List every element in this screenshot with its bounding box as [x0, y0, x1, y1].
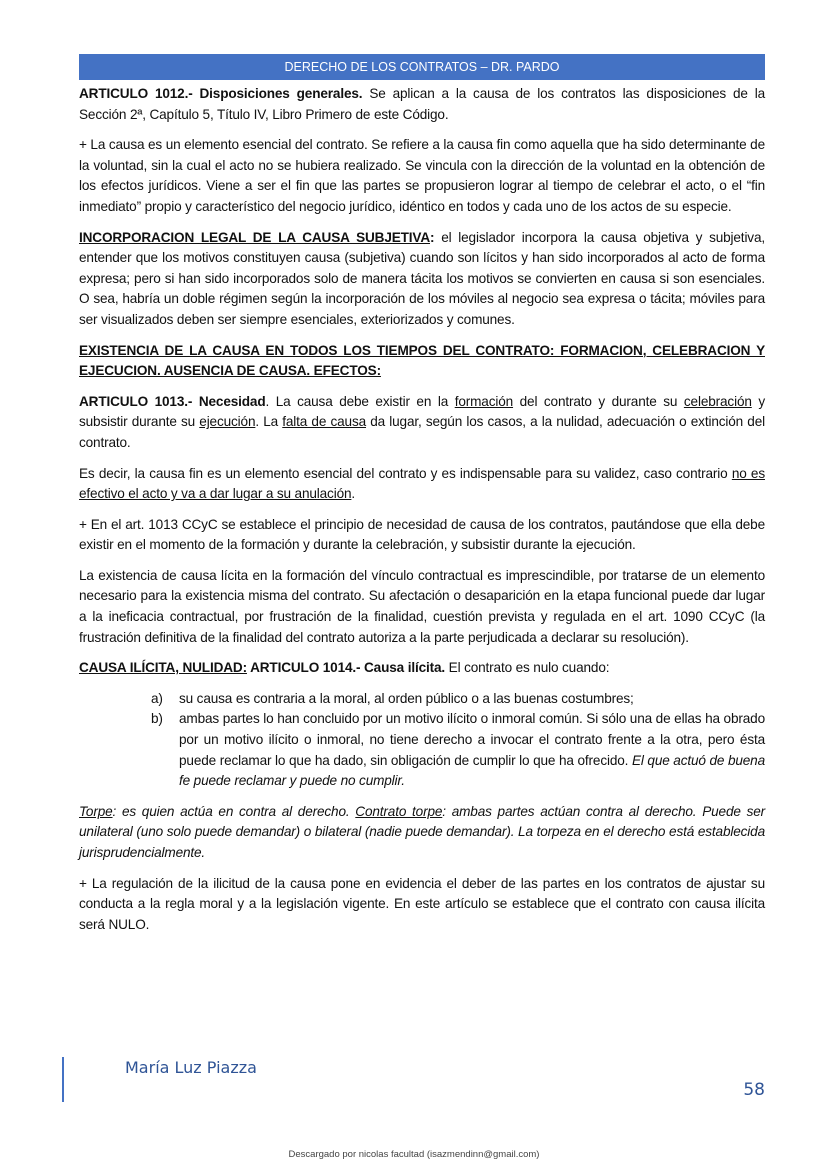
- footer-author: María Luz Piazza: [125, 1058, 257, 1077]
- text-segment: ARTICULO 1013.- Necesidad: [79, 393, 266, 409]
- text-segment: . La: [255, 414, 283, 430]
- text-segment: + La regulación de la ilicitud de la causa pone en evidencia el deber de las partes en los contratos de ajustar su conducta a la regla moral y a la legislación vigente. En este artículo se establece que el contrato con causa ilícita será NULO.: [79, 875, 765, 932]
- text-segment: EXISTENCIA DE LA CAUSA EN TODOS LOS TIEMPOS DEL CONTRATO: FORMACION, CELEBRACION Y EJECUCION. AUSENCIA DE CAUSA. EFECTOS:: [79, 342, 765, 379]
- text-segment: su causa es contraria a la moral, al orden público o a las buenas costumbres;: [179, 690, 634, 706]
- text-segment: : ambas partes actúan contra al derecho. Puede ser unilateral (uno solo puede demandar) o bilateral (nadie puede demandar). La torpeza en el derecho está establecida jurisprudencialmente.: [79, 803, 765, 860]
- list-item: [151, 709, 765, 791]
- paragraph: [79, 341, 765, 382]
- paragraph: [79, 515, 765, 556]
- text-segment: ejecución: [199, 414, 256, 430]
- paragraph: [79, 802, 765, 864]
- text-segment: . La causa debe existir en la: [265, 393, 455, 409]
- article-1014-list: [79, 689, 765, 792]
- paragraph: [79, 84, 765, 125]
- text-segment: El contrato es nulo cuando:: [445, 660, 610, 676]
- paragraph: [79, 228, 765, 331]
- text-segment: .: [351, 486, 356, 502]
- text-segment: ambas partes lo han concluido por un motivo ilícito o inmoral común. Si sólo una de ellas ha obrado por un motivo ilícito o inmoral, no tiene derecho a invocar el contrato frente a la otra, pero ésta puede reclamar lo que ha dado, sin obligación de cumplir lo que ha ofrecido.: [179, 711, 765, 768]
- text-segment: ARTICULO 1012.- Disposiciones generales.: [79, 86, 363, 101]
- paragraphs-before-list: [79, 84, 765, 679]
- text-segment: Contrato torpe: [355, 803, 443, 819]
- list-marker: a): [151, 690, 163, 706]
- text-segment: del contrato y durante su: [513, 393, 684, 409]
- text-segment: no es efectivo el acto y va a dar lugar a su anulación: [79, 465, 765, 502]
- text-segment: + En el art. 1013 CCyC se establece el principio de necesidad de causa de los contratos, pautándose que ella debe existir en el momento de la formación y durante la celebración, y subsistir durante la ejecución.: [79, 516, 765, 553]
- text-segment: Es decir, la causa fin es un elemento esencial del contrato y es indispensable para su validez, caso contrario: [79, 465, 732, 481]
- text-segment: Se aplican a la causa de los contratos las disposiciones de la Sección 2ª, Capítulo 5, Título IV, Libro Primero de este Código.: [79, 86, 766, 122]
- paragraph: [79, 658, 765, 679]
- text-segment: El que actuó de buena fe puede reclamar y puede no cumplir.: [179, 752, 765, 789]
- text-segment: falta de causa: [282, 414, 366, 430]
- text-segment: :: [430, 229, 435, 245]
- text-segment: y subsistir durante su: [79, 393, 765, 430]
- text-segment: da lugar, según los casos, a la nulidad, adecuación o extinción del contrato.: [79, 414, 765, 450]
- text-segment: formación: [454, 393, 514, 409]
- paragraph: [79, 566, 765, 648]
- text-segment: el legislador incorpora la causa objetiva y subjetiva, entender que los motivos constituyen causa (subjetiva) cuando son lícitos y han sido incorporados al acto de forma expresa; pero si han sido incorporados solo de manera tácita los motivos se convierten en causa si son esenciales. O sea, habría un doble régimen según la incorporación de los móviles al negocio sea expresa o tácita; móviles para ser visualizados deben ser siempre esenciales, exteriorizados y comunes.: [79, 229, 765, 327]
- list-item: [151, 689, 765, 710]
- paragraph: [79, 464, 765, 505]
- paragraph: [79, 135, 765, 217]
- text-segment: + La causa es un elemento esencial del contrato. Se refiere a la causa fin como aquella que ha sido determinante de la voluntad, sin la cual el acto no se hubiera realizado. Se vincula con la dirección de la voluntad en la obtención de los efectos jurídicos. Viene a ser el fin que las partes se propusieron lograr al tiempo de celebrar el acto, o el “fin inmediato” propio y característico del negocio jurídico, idéntico en todos y cada uno de los actos de su especie.: [79, 137, 765, 214]
- text-segment: celebración: [683, 393, 752, 409]
- text-segment: INCORPORACION LEGAL DE LA CAUSA SUBJETIVA: [79, 229, 431, 245]
- document-body: [79, 84, 765, 945]
- paragraph: [79, 874, 765, 936]
- footer-accent-bar: [62, 1057, 64, 1102]
- text-segment: ARTICULO 1014.- Causa ilícita.: [246, 660, 446, 676]
- text-segment: CAUSA ILÍCITA, NULIDAD:: [79, 660, 247, 676]
- paragraph: [79, 392, 765, 454]
- text-segment: La existencia de causa lícita en la formación del vínculo contractual es imprescindible, por tratarse de un elemento necesario para la existencia misma del contrato. Su afectación o desaparición en la etapa funcional puede dar lugar a la ineficacia contractual, por frustración de la finalidad, cuestión prevista y regulada en el art. 1090 CCyC (la frustración definitiva de la finalidad del contrato autoriza a la parte perjudicada a declarar su resolución).: [79, 567, 765, 645]
- list-marker: b): [151, 711, 163, 727]
- text-segment: Torpe: [79, 803, 113, 819]
- paragraphs-after-list: [79, 802, 765, 936]
- text-segment: : es quien actúa en contra al derecho.: [112, 803, 356, 819]
- page-number: 58: [743, 1080, 765, 1100]
- running-header: DERECHO DE LOS CONTRATOS – DR. PARDO: [79, 54, 765, 80]
- download-notice: Descargado por nicolas facultad (isazmendinn@gmail.com): [288, 1149, 540, 1160]
